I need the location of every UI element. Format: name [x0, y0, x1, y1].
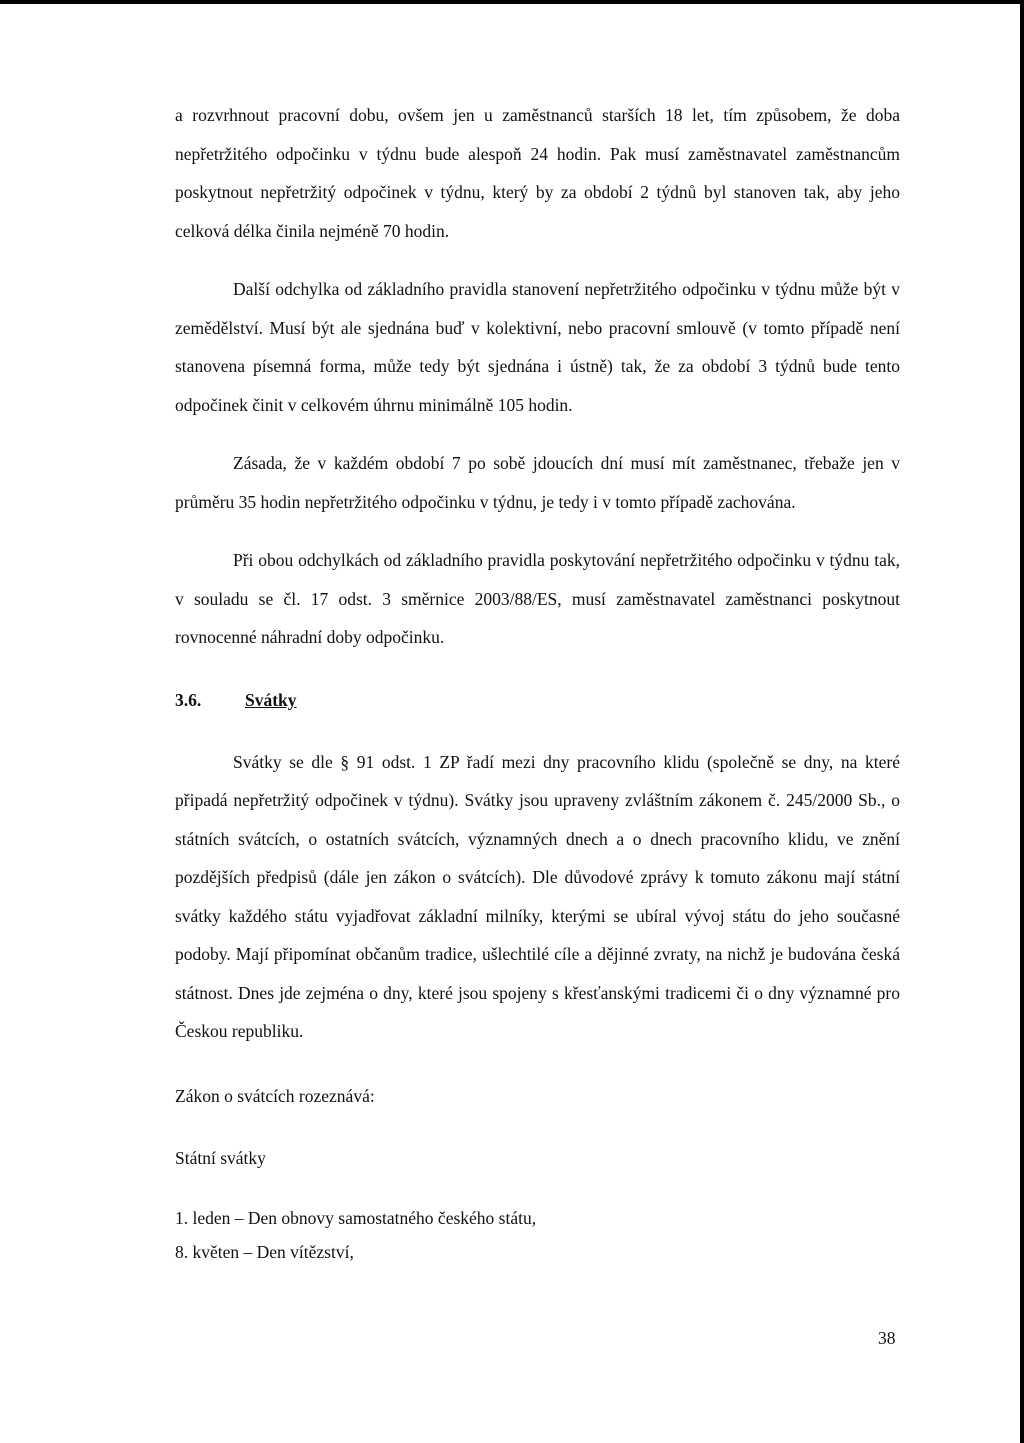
paragraph-1: a rozvrhnout pracovní dobu, ovšem jen u zaměstnanců starších 18 let, tím způsobem, že doba nepřetržitého odpočinku v týdnu bude alespoň 24 hodin. Pak musí zaměstnavatel zaměstnancům poskytnout nepřetržitý odpočinek v týdnu, který by za období 2 týdnů byl stanoven tak, aby jeho celková délka činila nejméně 70 hodin. — [175, 105, 900, 241]
list-item: 8. květen – Den vítězství, — [175, 1241, 354, 1262]
paragraph-6: Zákon o svátcích rozeznává: — [175, 1085, 375, 1106]
scan-edge-right — [1020, 0, 1024, 1443]
paragraph-5: Svátky se dle § 91 odst. 1 ZP řadí mezi dny pracovního klidu (společně se dny, na které připadá nepřetržitý odpočinek v týdnu). Svátky jsou upraveny zvláštním zákonem č. 245/2000 Sb., o státních svátcích, o ostatních svátcích, významných dnech a o dnech pracovního klidu, ve znění pozdějších předpisů (dále jen zákon o svátcích). Dle důvodové zprávy k tomuto zákonu mají státní svátky každého státu vyjadřovat základní milníky, kterými se ubíral vývoj státu do jeho současné podoby. Mají připomínat občanům tradice, ušlechtilé cíle a dějinné zvraty, na nichž je budována česká státnost. Dnes jde zejména o dny, které jsou spojeny s křesťanskými tradicemi či o dny významné pro Českou republiku. — [175, 751, 900, 1041]
section-heading — [175, 685, 900, 715]
section-number: 3.6. — [175, 689, 202, 710]
paragraph-4: Při obou odchylkách od základního pravidla poskytování nepřetržitého odpočinku v týdnu tak, v souladu se čl. 17 odst. 3 směrnice 2003/88/ES, musí zaměstnavatel zaměstnanci poskytnout rovnocenné náhradní doby odpočinku. — [175, 550, 900, 647]
section-title: Svátky — [245, 689, 297, 710]
paragraph-2: Další odchylka od základního pravidla stanovení nepřetržitého odpočinku v týdnu může být v zemědělství. Musí být ale sjednána buď v kolektivní, nebo pracovní smlouvě (v tomto případě není stanovena písemná forma, může tedy být sjednána i ústně) tak, že za období 3 týdnů bude tento odpočinek činit v celkovém úhrnu minimálně 105 hodin. — [175, 279, 900, 415]
list-item: 1. leden – Den obnovy samostatného českého státu, — [175, 1207, 537, 1228]
paragraph-3: Zásada, že v každém období 7 po sobě jdoucích dní musí mít zaměstnanec, třebaže jen v průměru 35 hodin nepřetržitého odpočinku v týdnu, je tedy i v tomto případě zachována. — [175, 453, 900, 512]
page-content — [175, 96, 900, 1269]
subheading-state-holidays: Státní svátky — [175, 1147, 266, 1168]
page-number: 38 — [878, 1328, 896, 1348]
scan-edge-top — [0, 0, 1024, 4]
